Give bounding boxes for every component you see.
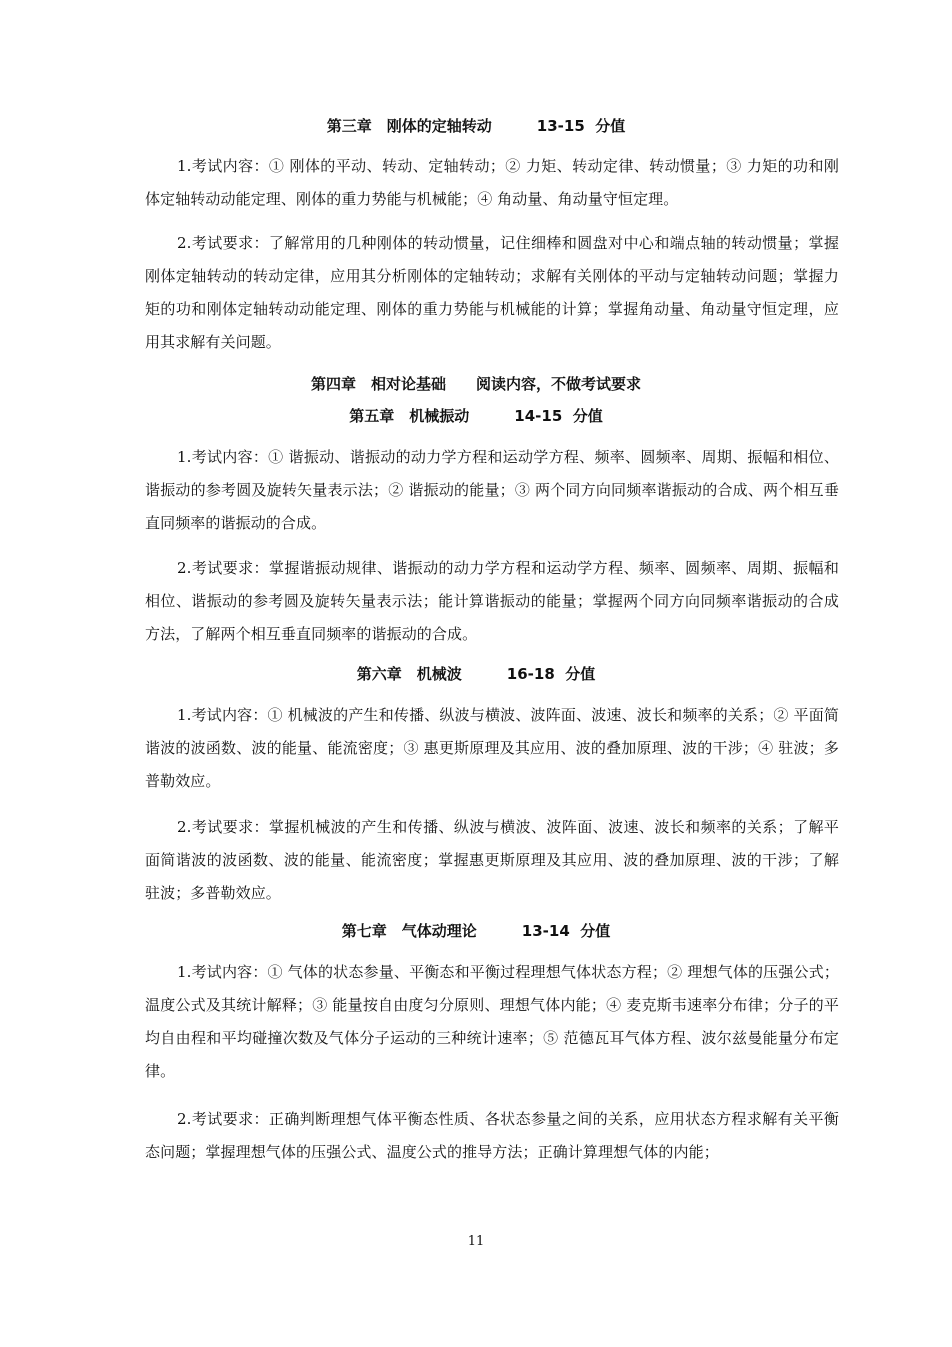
chapter-6-heading: 第六章 机械波 16-18 分值	[356, 665, 596, 683]
chapter-3-content: 1.考试内容：① 刚体的平动、转动、定轴转动；② 力矩、转动定律、转动惯量；③ 力矩的功和刚体定轴转动动能定理、刚体的重力势能与机械能；④ 角动量、角动量守恒定理。	[145, 157, 839, 208]
chapter-7-heading: 第七章 气体动理论 13-14 分值	[341, 922, 611, 940]
chapter-3-requirement: 2.考试要求：了解常用的几种刚体的转动惯量，记住细棒和圆盘对中心和端点轴的转动惯量；掌握刚体定轴转动的转动定律，应用其分析刚体的定轴转动；求解有关刚体的平动与定轴转动问题；掌握力矩的功和刚体定轴转动动能定理、刚体的重力势能与机械能的计算；掌握角动量、角动量守恒定理，应用其求解有关问题。	[145, 234, 839, 351]
chapter-6-requirement: 2.考试要求：掌握机械波的产生和传播、纵波与横波、波阵面、波速、波长和频率的关系；了解平面简谐波的波函数、波的能量、能流密度；掌握惠更斯原理及其应用、波的叠加原理、波的干涉；了解驻波；多普勒效应。	[145, 818, 839, 902]
chapter-6-content: 1.考试内容：① 机械波的产生和传播、纵波与横波、波阵面、波速、波长和频率的关系；② 平面简谐波的波函数、波的能量、能流密度；③ 惠更斯原理及其应用、波的叠加原理、波的干涉；④ 驻波；多普勒效应。	[145, 706, 839, 790]
page-number: 11	[467, 1234, 485, 1249]
chapter-7-requirement: 2.考试要求：正确判断理想气体平衡态性质、各状态参量之间的关系，应用状态方程求解有关平衡态问题；掌握理想气体的压强公式、温度公式的推导方法；正确计算理想气体的内能；	[145, 1110, 839, 1161]
chapter-3-heading: 第三章 刚体的定轴转动 13-15 分值	[326, 117, 626, 135]
chapter-4-heading: 第四章 相对论基础 阅读内容，不做考试要求	[310, 375, 641, 393]
chapter-5-heading: 第五章 机械振动 14-15 分值	[349, 407, 603, 425]
chapter-5-content: 1.考试内容：① 谐振动、谐振动的动力学方程和运动学方程、频率、圆频率、周期、振幅和相位、谐振动的参考圆及旋转矢量表示法；② 谐振动的能量；③ 两个同方向同频率谐振动的合成、两个相互垂直同频率的谐振动的合成。	[145, 448, 839, 532]
chapter-5-requirement: 2.考试要求：掌握谐振动规律、谐振动的动力学方程和运动学方程、频率、圆频率、周期、振幅和相位、谐振动的参考圆及旋转矢量表示法；能计算谐振动的能量；掌握两个同方向同频率谐振动的合成方法，了解两个相互垂直同频率的谐振动的合成。	[145, 559, 839, 643]
chapter-7-content: 1.考试内容：① 气体的状态参量、平衡态和平衡过程理想气体状态方程；② 理想气体的压强公式；温度公式及其统计解释；③ 能量按自由度匀分原则、理想气体内能；④ 麦克斯韦速率分布律；分子的平均自由程和平均碰撞次数及气体分子运动的三种统计速率；⑤ 范德瓦耳气体方程、波尔兹曼能量分布定律。	[145, 963, 839, 1080]
